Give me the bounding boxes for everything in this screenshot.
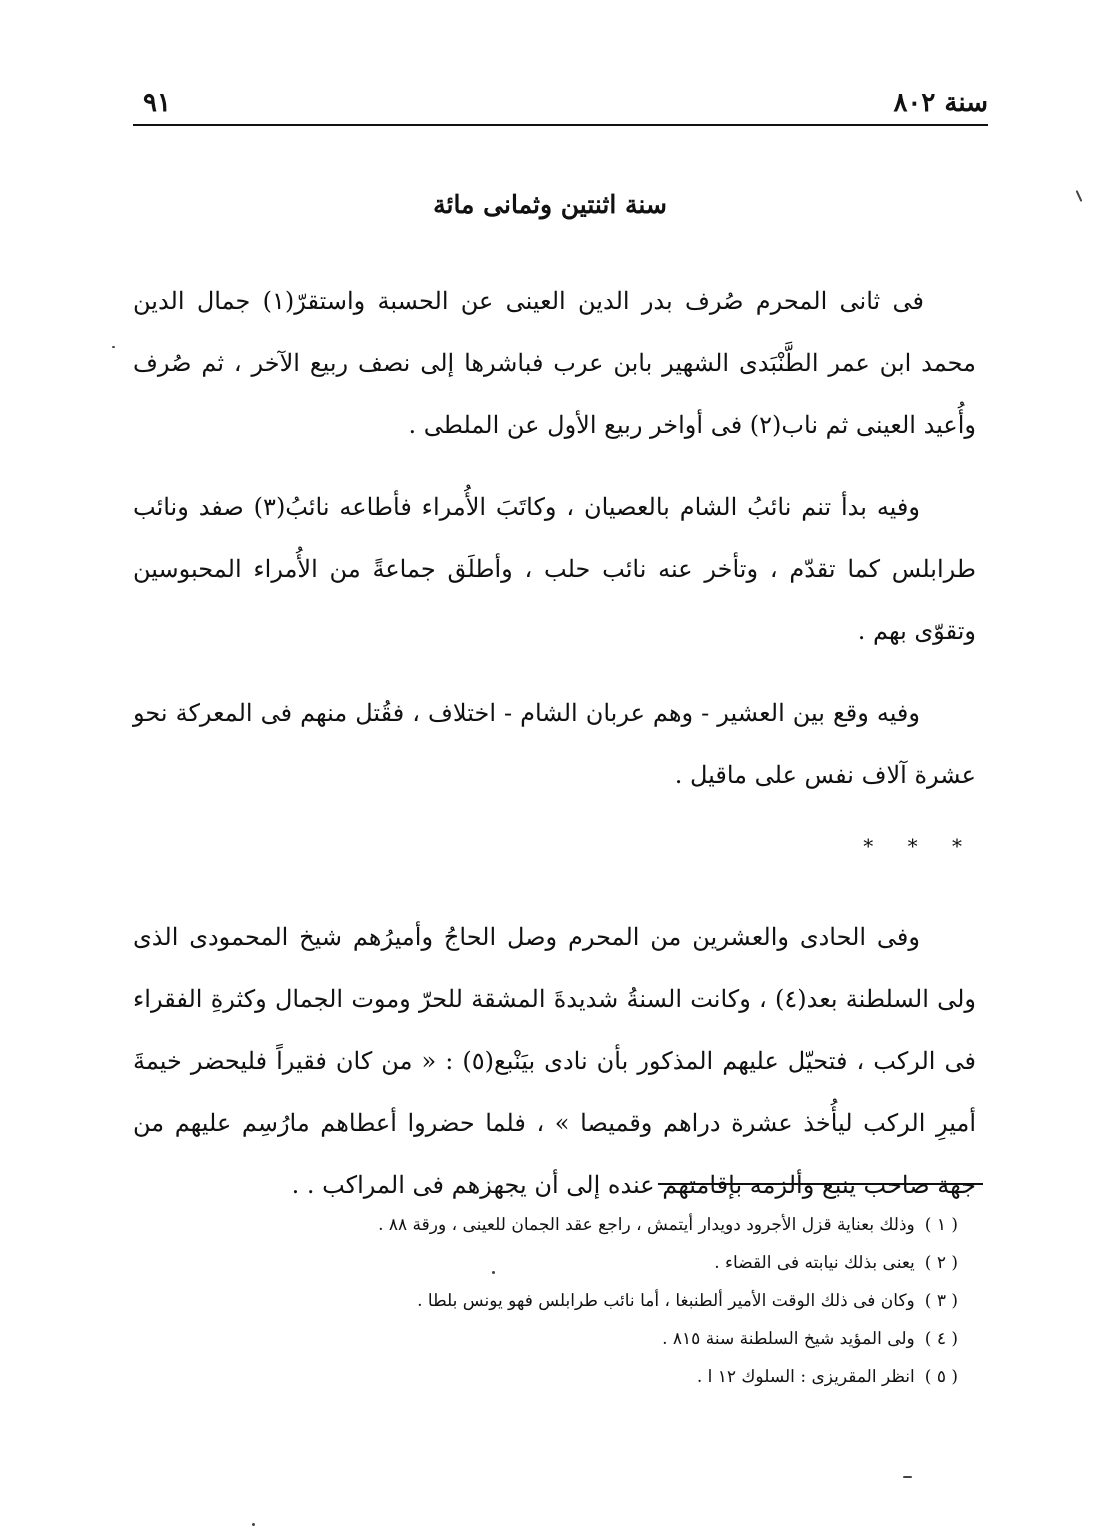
paragraph: فى ثانى المحرم صُرف بدر الدين العينى عن الحسبة واستقرّ(١) جمال الدين محمد ابن عمر الطَّنْبَدى الشهير بابن عرب فباشرها إلى نصف ربيع الآخر ، ثم صُرف وأُعيد العينى ثم ناب(٢) فى أواخر ربيع الأول عن الملطى . bbox=[133, 287, 976, 439]
footnote bbox=[138, 1244, 958, 1282]
footnote-text: انظر المقريزى : السلوك ١٢ ا . bbox=[696, 1367, 915, 1387]
chapter-title: سنة اثنتين وثمانى مائة bbox=[433, 190, 667, 219]
footnote bbox=[138, 1206, 958, 1244]
footnote-number: ( ١ ) bbox=[924, 1215, 958, 1235]
footnote-number: ( ٥ ) bbox=[924, 1367, 958, 1387]
footnote-text: وكان فى ذلك الوقت الأمير ألطنبغا ، أما نائب طرابلس فهو يونس بلطا . bbox=[417, 1291, 915, 1311]
scan-speck bbox=[492, 1271, 495, 1274]
paragraph: وفيه وقع بين العشير - وهم عربان الشام - اختلاف ، فقُتل منهم فى المعركة نحو عشرة آلاف نفس على ماقيل . bbox=[133, 699, 976, 789]
paragraph: وفيه بدأ تنم نائبُ الشام بالعصيان ، وكاتَبَ الأُمراء فأطاعه نائبُ(٣) صفد ونائب طرابلس كما تقدّم ، وتأخر عنه نائب حلب ، وأطلَق جماعةً من الأُمراء المحبوسين وتقوّى بهم . bbox=[133, 493, 976, 645]
footnote-number: ( ٢ ) bbox=[924, 1253, 958, 1273]
footnote-text: ولى المؤيد شيخ السلطنة سنة ٨١٥ . bbox=[662, 1329, 915, 1349]
footnote bbox=[138, 1358, 958, 1396]
section-divider: * * * bbox=[863, 834, 976, 858]
footnote bbox=[138, 1320, 958, 1358]
footnote-number: ( ٣ ) bbox=[924, 1291, 958, 1311]
scan-speck bbox=[903, 1476, 912, 1478]
running-header bbox=[133, 86, 988, 126]
footnotes bbox=[138, 1206, 958, 1396]
scan-speck bbox=[252, 1523, 255, 1526]
body-text bbox=[133, 270, 976, 1236]
footnote-number: ( ٤ ) bbox=[924, 1329, 958, 1349]
header-year: سنة ٨٠٢ bbox=[893, 88, 988, 118]
footnote-rule bbox=[658, 1183, 983, 1185]
page-number: ٩١ bbox=[143, 88, 171, 118]
footnote bbox=[138, 1282, 958, 1320]
paragraph: وفى الحادى والعشرين من المحرم وصل الحاجُ وأميرُهم شيخ المحمودى الذى ولى السلطنة بعد(٤) ، وكانت السنةُ شديدةَ المشقة للحرّ وموت الجمال وكثرةِ الفقراء فى الركب ، فتحيّل عليهم المذكور بأن نادى بيَنْبع(٥) : « من كان فقيراً فليحضر خيمةَ أميرِ الركب ليأُخذ عشرة دراهم وقميصا » ، فلما حضروا أعطاهم مارُسِم عليهم من جهة صاحب ينبع وألزمه بإقامتهم عنده إلى أن يجهزهم فى المراكب . . bbox=[133, 923, 976, 1199]
scan-speck bbox=[112, 346, 115, 348]
footnote-text: يعنى بذلك نيابته فى القضاء . bbox=[714, 1253, 915, 1273]
footnote-text: وذلك بعناية قزل الأجرود دويدار أيتمش ، راجع عقد الجمان للعينى ، ورقة ٨٨ . bbox=[378, 1215, 915, 1235]
